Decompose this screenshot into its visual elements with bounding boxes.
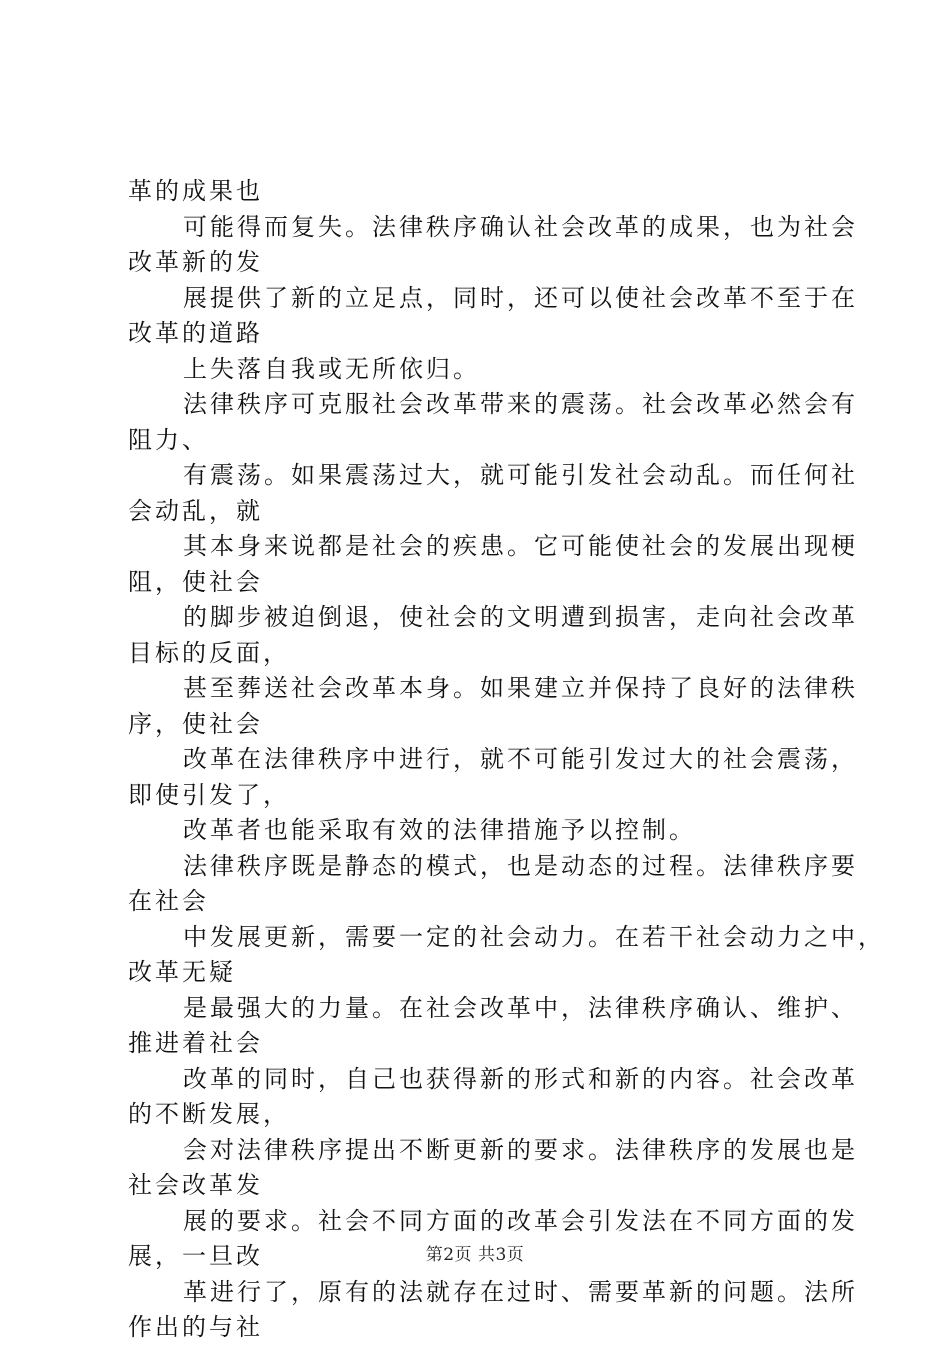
text-line: 法律秩序可克服社会改革带来的震荡。社会改革必然会有	[183, 390, 858, 418]
text-line: 的脚步被迫倒退，使社会的文明遭到损害，走向社会改革	[183, 603, 858, 631]
text-line: 革的成果也	[128, 177, 263, 205]
text-line: 推进着社会	[128, 1029, 263, 1057]
text-line: 会动乱，就	[128, 496, 263, 525]
text-line: 展，一旦改	[128, 1242, 263, 1270]
text-line: 甚至葬送社会改革本身。如果建立并保持了良好的法律秩	[183, 674, 858, 702]
text-line: 改革无疑	[128, 958, 236, 986]
text-line: 即使引发了，	[128, 780, 290, 809]
text-line: 法律秩序既是静态的模式，也是动态的过程。法律秩序要	[183, 851, 858, 880]
text-line: 目标的反面，	[128, 638, 290, 667]
text-line: 社会改革发	[128, 1171, 263, 1199]
text-line: 序，使社会	[128, 709, 263, 738]
text-line: 改革新的发	[128, 248, 263, 276]
text-line: 改革的同时，自己也获得新的形式和新的内容。社会改革	[183, 1064, 858, 1093]
text-line: 在社会	[128, 887, 209, 915]
text-line: 可能得而复失。法律秩序确认社会改革的成果，也为社会	[183, 212, 858, 241]
text-line: 改革在法律秩序中进行，就不可能引发过大的社会震荡，	[183, 745, 858, 773]
text-line: 展提供了新的立足点，同时，还可以使社会改革不至于在	[183, 283, 858, 312]
text-line: 阻，使社会	[128, 567, 263, 596]
text-line: 作出的与社	[128, 1313, 263, 1341]
text-line: 展的要求。社会不同方面的改革会引发法在不同方面的发	[183, 1206, 858, 1235]
text-line: 其本身来说都是社会的疾患。它可能使社会的发展出现梗	[183, 532, 858, 560]
text-line: 有震荡。如果震荡过大，就可能引发社会动乱。而任何社	[183, 461, 858, 489]
page-footer: 第2页 共3页	[425, 1245, 525, 1265]
text-line: 改革者也能采取有效的法律措施予以控制。	[183, 816, 696, 844]
text-line: 的不断发展，	[128, 1100, 290, 1128]
text-line: 会对法律秩序提出不断更新的要求。法律秩序的发展也是	[183, 1135, 858, 1164]
text-line: 上失落自我或无所依归。	[183, 354, 480, 383]
text-line: 是最强大的力量。在社会改革中，法律秩序确认、维护、	[183, 993, 858, 1022]
text-line: 改革的道路	[128, 319, 263, 347]
text-line: 阻力、	[128, 425, 209, 454]
text-line: 中发展更新，需要一定的社会动力。在若干社会动力之中，	[183, 922, 885, 951]
text-line: 革进行了，原有的法就存在过时、需要革新的问题。法所	[183, 1277, 858, 1306]
body-text	[128, 174, 885, 1346]
